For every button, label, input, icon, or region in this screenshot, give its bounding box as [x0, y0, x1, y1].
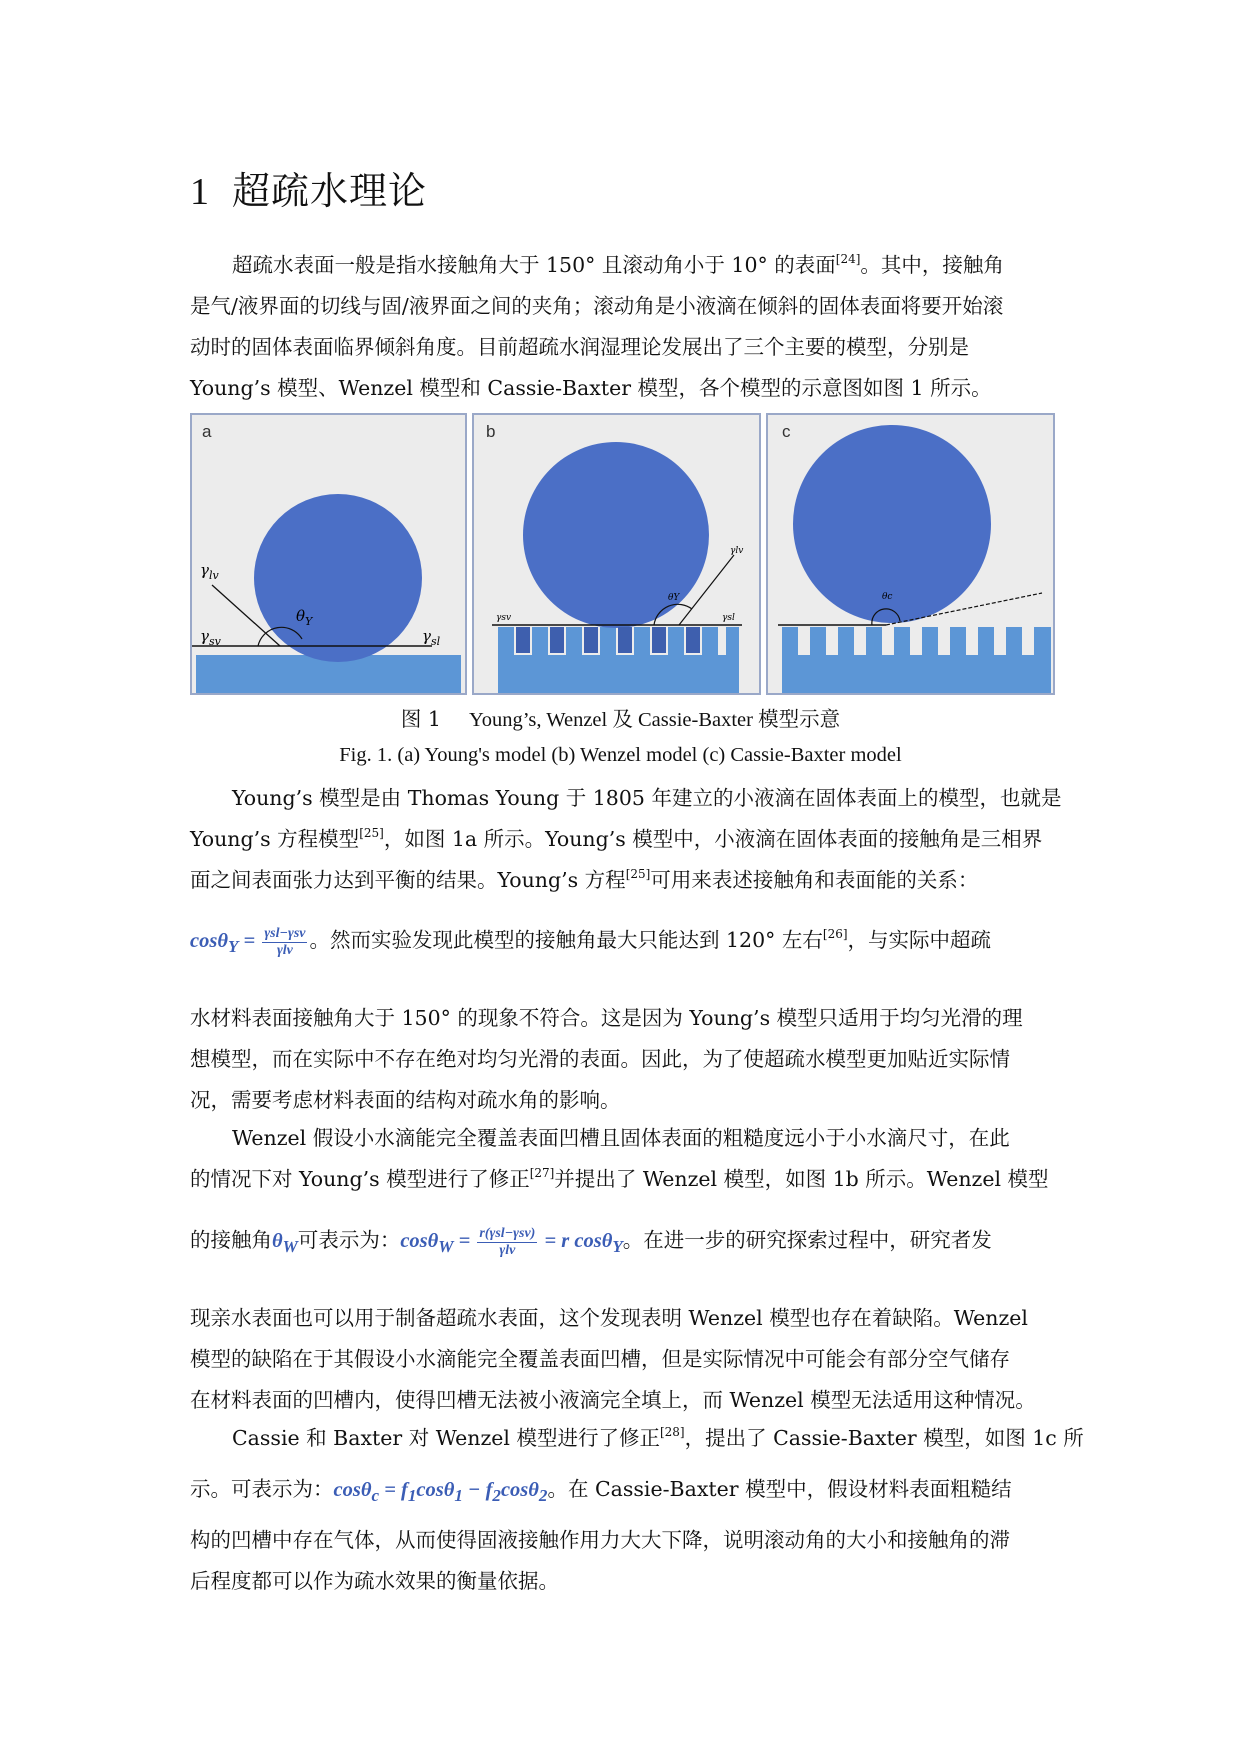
section-heading	[190, 160, 427, 215]
p3-text: 。然而实验发现此模型的接触角最大只能达到 120° 左右	[309, 928, 823, 952]
p4-text: 的接触角	[190, 1228, 272, 1252]
citation: [28]	[659, 1425, 685, 1439]
gamma-lv-label: $\gamma_{lv}$	[200, 561, 219, 582]
gamma-sv-label: γsv	[496, 613, 512, 623]
paragraph-1	[190, 245, 1058, 409]
p1-line: 动时的固体表面临界倾斜角度。目前超疏水润湿理论发展出了三个主要的模型，分别是	[190, 335, 969, 359]
section-number: 1	[190, 171, 210, 213]
paragraph-5-equation-line	[190, 1469, 1058, 1510]
p2-line: Young’s 模型是由 Thomas Young 于 1805 年建立的小液滴在固体表面上的模型，也就是	[232, 786, 1062, 810]
figure-panel-b	[472, 413, 761, 695]
paragraph-3	[190, 920, 1058, 961]
citation: [24]	[835, 252, 861, 266]
paragraph-3-cont	[190, 998, 1058, 1121]
panel-label: c	[782, 422, 791, 441]
panel-label: a	[202, 422, 212, 441]
p4-text: 的情况下对 Young’s 模型进行了修正	[190, 1167, 530, 1191]
p2-text: Young’s 方程模型	[190, 827, 360, 851]
young-equation: cosθ$_Y$ = $\frac{\text{γsl−γsv}}{\text{γlv}}$	[190, 925, 306, 958]
substrate	[498, 655, 739, 693]
p4-line: 现亲水表面也可以用于制备超疏水表面，这个发现表明 Wenzel 模型也存在着缺陷。Wenzel	[190, 1306, 1028, 1330]
p1-line: 是气/液界面的切线与固/液界面之间的夹角；滚动角是小液滴在倾斜的固体表面将要开始滚	[190, 294, 1004, 318]
figure-panel-c	[766, 413, 1055, 695]
paragraph-4-equation-line	[190, 1220, 1058, 1261]
figure-caption-en: Fig. 1. (a) Young's model (b) Wenzel model (c) Cassie-Baxter model	[339, 744, 902, 766]
p4-text: 。在进一步的研究探索过程中，研究者发	[622, 1228, 992, 1252]
paragraph-4-cont	[190, 1298, 1058, 1421]
gamma-lv-label: γlv	[730, 546, 744, 556]
paragraph-4	[190, 1118, 1058, 1200]
p4-line: Wenzel 假设小水滴能完全覆盖表面凹槽且固体表面的粗糙度远小于小水滴尺寸，在此	[232, 1126, 1010, 1150]
p1-text: 超疏水表面一般是指水接触角大于 150° 且滚动角小于 10° 的表面	[232, 253, 836, 277]
p3-text: ，与实际中超疏	[847, 928, 992, 952]
p5-text: Cassie 和 Baxter 对 Wenzel 模型进行了修正	[232, 1426, 660, 1450]
citation: [26]	[822, 927, 848, 941]
p5-text: 示。可表示为：	[190, 1477, 334, 1501]
gamma-sv-label: $\gamma_{sv}$	[200, 627, 221, 648]
citation: [25]	[359, 826, 384, 840]
p3-line: 况，需要考虑材料表面的结构对疏水角的影响。	[190, 1088, 621, 1112]
water-droplet	[254, 494, 422, 662]
p1-line: Young’s 模型、Wenzel 模型和 Cassie-Baxter 模型，各个模型的示意图如图 1 所示。	[190, 376, 992, 400]
p5-line: 后程度都可以作为疏水效果的衡量依据。	[190, 1569, 559, 1593]
p5-line: 构的凹槽中存在气体，从而使得固液接触作用力大大下降，说明滚动角的大小和接触角的滞	[190, 1528, 1010, 1552]
water-droplet	[523, 442, 709, 628]
substrate	[782, 655, 1051, 693]
p4-text: 可表示为：	[297, 1228, 401, 1252]
caption-cn-text: Young’s, Wenzel 及 Cassie-Baxter 模型示意	[468, 709, 841, 731]
figure-panel-a	[190, 413, 467, 695]
p5-text: ，提出了 Cassie-Baxter 模型，如图 1c 所	[684, 1426, 1084, 1450]
gamma-sl-label: $\gamma_{sl}$	[422, 627, 441, 648]
section-title-text: 超疏水理论	[232, 169, 428, 213]
pillars	[782, 627, 1051, 657]
p5-text: 。在 Cassie-Baxter 模型中，假设材料表面粗糙结	[547, 1477, 1012, 1501]
paragraph-5-cont	[190, 1520, 1058, 1602]
p4-text: 并提出了 Wenzel 模型，如图 1b 所示。Wenzel 模型	[554, 1167, 1049, 1191]
p2-text: 可用来表述接触角和表面能的关系：	[650, 868, 979, 892]
panel-label: b	[486, 422, 496, 441]
citation: [27]	[529, 1166, 555, 1180]
p1-text: 。其中，接触角	[860, 253, 1004, 277]
figure-number: 图 1	[400, 707, 441, 731]
figure-caption-cn	[0, 702, 1241, 732]
p3-line: 想模型，而在实际中不存在绝对均匀光滑的表面。因此，为了使超疏水模型更加贴近实际情	[190, 1047, 1010, 1071]
cassie-equation: $\cos\theta_c = f_1\cos\theta_1 - f_2\cos\theta_2$	[333, 1479, 548, 1506]
theta-label: $\theta_Y$	[296, 607, 313, 628]
citation: [25]	[625, 867, 651, 881]
theta-w-symbol: $\theta_W$	[272, 1230, 298, 1257]
gamma-sl-label: γsl	[722, 613, 735, 623]
wenzel-equation: cosθ$_W$ = $\frac{\text{r(γsl−γsv)}}{\text{γlv}}$ = r cosθ$_Y$	[400, 1225, 623, 1258]
p3-line: 水材料表面接触角大于 150° 的现象不符合。这是因为 Young’s 模型只适用于均匀光滑的理	[190, 1006, 1023, 1030]
p2-text: ，如图 1a 所示。Young’s 模型中，小液滴在固体表面的接触角是三相界	[383, 827, 1043, 851]
p4-line: 在材料表面的凹槽内，使得凹槽无法被小液滴完全填上，而 Wenzel 模型无法适用这种情况。	[190, 1388, 1036, 1412]
theta-label: θc	[882, 592, 893, 602]
p4-line: 模型的缺陷在于其假设小水滴能完全覆盖表面凹槽，但是实际情况中可能会有部分空气储存	[190, 1347, 1010, 1371]
paragraph-5	[190, 1418, 1084, 1459]
theta-label: θY	[668, 593, 680, 603]
p2-text: 面之间表面张力达到平衡的结果。Young’s 方程	[190, 868, 626, 892]
paragraph-2	[190, 778, 1062, 901]
